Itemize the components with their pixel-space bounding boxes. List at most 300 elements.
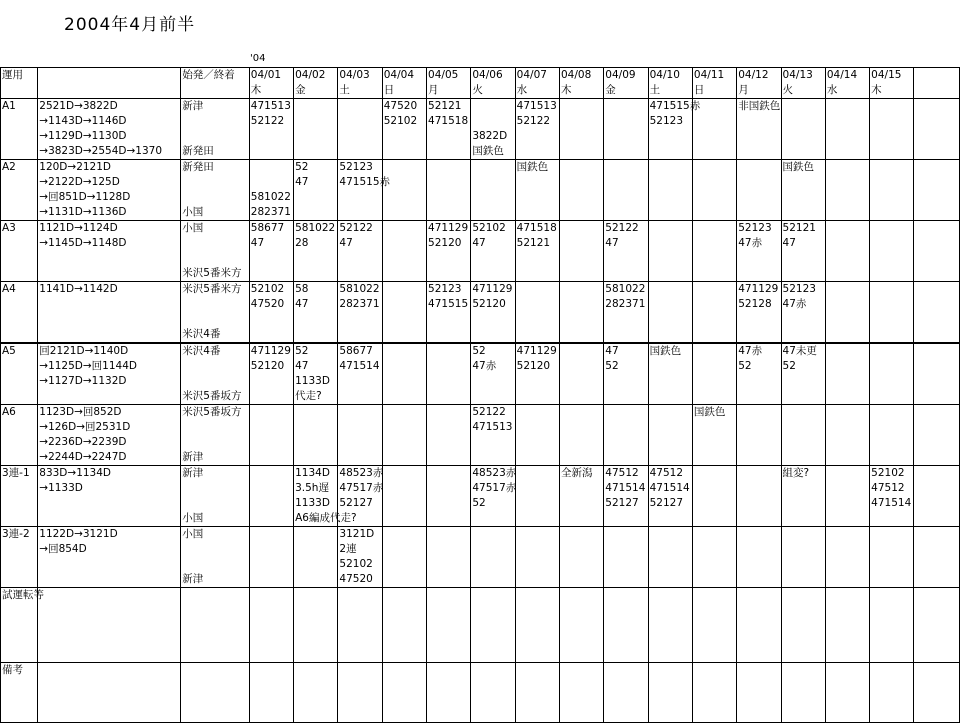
schedule-cell [559,99,603,160]
schedule-cell [471,343,515,405]
extra-cell [914,282,960,344]
schedule-cell [648,466,692,527]
schedule-cell [471,466,515,527]
schedule-cell [427,405,471,466]
schedule-table [0,67,960,723]
cell-line: 47赤 [738,237,763,249]
schedule-cell [781,663,825,723]
schedule-cell [471,588,515,663]
schedule-cell [781,466,825,527]
schedule-cell [382,160,426,221]
schedule-cell [294,527,338,588]
route-cell [38,588,181,663]
schedule-cell [338,221,382,282]
schedule-cell [471,99,515,160]
header-date [294,68,338,99]
cell-line: 52 [605,360,619,372]
origin-cell [181,466,250,527]
schedule-cell [427,99,471,160]
schedule-cell [781,343,825,405]
cell-line: 52127 [605,497,639,509]
cell-line: 471514 [339,360,380,372]
origin-line: 新津 [182,573,204,585]
route-line: →2122D→125D [39,176,120,188]
route-cell [38,160,181,221]
weekday-label: 水 [516,84,528,96]
schedule-cell [382,466,426,527]
schedule-cell [692,282,736,344]
origin-line: 小国 [182,512,204,524]
unyo-id: A5 [1,343,38,405]
route-line: →回854D [39,543,87,555]
header-date [825,68,869,99]
route-cell [38,99,181,160]
cell-line: 1133D [295,375,330,387]
cell-line: 47 [605,345,619,357]
cell-line: 471515 [428,298,469,310]
cell-line: 58677 [339,345,373,357]
origin-line [182,312,249,327]
weekday-label: 木 [250,84,262,96]
cell-line: 581022 [250,191,291,203]
date-label: 04/01 [250,69,282,81]
origin-cell [181,343,250,405]
route-line: →1127D→1132D [39,375,127,387]
schedule-cell [427,282,471,344]
schedule-cell [294,588,338,663]
schedule-cell [692,466,736,527]
date-label: 04/09 [605,69,636,81]
schedule-cell [382,663,426,723]
cell-line: 52102 [339,558,373,570]
cell-line: 47赤 [782,298,807,310]
origin-line: 米沢5番坂方 [182,390,242,402]
origin-line [182,251,249,266]
schedule-cell [737,588,781,663]
cell-line: 47 [339,237,353,249]
weekday-label: 水 [826,84,838,96]
table-row [1,527,960,588]
schedule-cell [648,663,692,723]
cell-line: 47赤 [738,345,763,357]
cell-line: 47520 [250,298,285,310]
origin-cell [181,99,250,160]
cell-line: 52123 [738,222,772,234]
date-label: 04/13 [782,69,813,81]
schedule-cell [781,405,825,466]
date-label: 04/12 [738,69,769,81]
table-row [1,466,960,527]
schedule-cell [825,405,869,466]
cell-line: 47 [250,237,265,249]
origin-cell [181,221,250,282]
origin-line: 小国 [182,222,204,234]
cell-line: 1133D [295,497,330,509]
schedule-cell [825,221,869,282]
cell-line: 47 [605,237,619,249]
weekday-label: 日 [693,84,705,96]
weekday-label: 月 [738,84,749,96]
schedule-cell [870,588,914,663]
schedule-cell [294,221,338,282]
unyo-id: 3連-2 [1,527,38,588]
route-line: 2521D→3822D [39,100,118,112]
cell-line: 国鉄色 [693,406,726,418]
schedule-cell [870,160,914,221]
route-line: 1122D→3121D [39,528,118,540]
route-cell [38,663,181,723]
cell-line [251,175,293,190]
table-row [1,343,960,405]
schedule-cell [781,99,825,160]
cell-line: 52122 [472,406,506,418]
cell-line [472,99,514,114]
route-line: →2236D→2239D [39,436,127,448]
schedule-cell [604,588,648,663]
weekday-label: 金 [295,84,306,96]
header-date [737,68,781,99]
header-date [559,68,603,99]
cell-line: 47512 [605,467,639,479]
cell-line: 47 [472,237,486,249]
schedule-cell [427,466,471,527]
origin-line: 米沢5番米方 [182,283,242,295]
table-row [1,588,960,663]
cell-line: 52102 [472,222,506,234]
schedule-cell [604,282,648,344]
date-label: 04/08 [560,69,592,81]
cell-line: 47 [295,298,309,310]
date-label: 04/14 [826,69,858,81]
schedule-cell [737,343,781,405]
schedule-cell [471,160,515,221]
header-date [515,68,559,99]
cell-line: 52 [472,497,486,509]
schedule-cell [515,663,559,723]
extra-cell [914,343,960,405]
cell-line: 52123 [782,283,816,295]
origin-line: 米沢5番坂方 [182,406,242,418]
cell-line: 47520 [383,100,418,112]
weekday-label: 木 [871,84,882,96]
cell-line: 52122 [516,115,551,127]
schedule-cell [249,282,293,344]
origin-line [182,435,249,450]
origin-line: 新発田 [182,161,214,173]
route-cell [38,527,181,588]
route-line: 1141D→1142D [39,283,118,295]
schedule-cell [737,663,781,723]
route-line: 1123D→回852D [39,406,122,418]
cell-line: 47 [295,360,309,372]
route-line [39,266,180,281]
origin-line [182,297,249,312]
route-line: →回851D→1128D [39,191,131,203]
cell-line: 471518 [516,222,557,234]
route-cell [38,221,181,282]
origin-line [182,129,249,144]
schedule-cell [427,588,471,663]
cell-line: 代走? [295,390,322,402]
cell-line: 471514 [605,482,646,494]
date-label: 04/15 [871,69,902,81]
route-line: →1129D→1130D [39,130,127,142]
schedule-cell [825,466,869,527]
schedule-cell [382,588,426,663]
schedule-cell [515,282,559,344]
cell-line: 581022 [339,283,380,295]
schedule-cell [249,405,293,466]
year-note: '04 [250,53,266,64]
schedule-cell [382,221,426,282]
route-line [39,389,180,404]
weekday-label: 日 [383,84,395,96]
schedule-cell [781,221,825,282]
header-date [604,68,648,99]
header-extra [914,68,960,99]
unyo-id: A2 [1,160,38,221]
route-cell [38,343,181,405]
date-label: 04/07 [516,69,547,81]
schedule-cell [559,405,603,466]
cell-line: 48523赤 [339,467,384,479]
schedule-cell [692,663,736,723]
cell-line: 52 [782,360,796,372]
date-label: 04/03 [339,69,370,81]
schedule-cell [338,99,382,160]
unyo-id: 備考 [1,663,38,723]
date-label: 04/06 [472,69,503,81]
unyo-id: A6 [1,405,38,466]
schedule-cell [559,588,603,663]
cell-line: 471513 [250,100,291,112]
weekday-label: 土 [339,84,350,96]
cell-line: 471129 [428,222,469,234]
schedule-cell [870,282,914,344]
cell-line: 282371 [339,298,380,310]
schedule-cell [382,527,426,588]
schedule-cell [249,663,293,723]
extra-cell [914,221,960,282]
route-line [39,297,180,312]
route-line: 1121D→1124D [39,222,118,234]
unyo-id: A3 [1,221,38,282]
origin-cell [181,588,250,663]
cell-line: 組変? [782,467,810,479]
weekday-label: 金 [605,84,616,96]
cell-line: 47 [295,176,309,188]
table-row [1,221,960,282]
schedule-cell [559,527,603,588]
origin-line: 新発田 [182,145,214,157]
schedule-cell [648,588,692,663]
schedule-cell [338,663,382,723]
header-date [249,68,293,99]
schedule-cell [382,405,426,466]
schedule-cell [604,405,648,466]
cell-line: 282371 [605,298,646,310]
schedule-cell [559,466,603,527]
cell-line: 52 [295,161,309,173]
origin-line [182,359,249,374]
route-line [39,557,180,572]
route-line: 120D→2121D [39,161,111,173]
origin-line: 米沢4番 [182,328,221,340]
cell-line: 471515赤 [339,176,391,188]
schedule-cell [294,99,338,160]
schedule-cell [604,160,648,221]
header-date [648,68,692,99]
cell-line [251,160,293,175]
schedule-cell [604,663,648,723]
cell-line: 28 [295,237,309,249]
schedule-cell [294,282,338,344]
cell-line [472,114,514,129]
header-date [338,68,382,99]
origin-line: 米沢5番米方 [182,267,242,279]
schedule-cell [604,99,648,160]
route-line [39,312,180,327]
schedule-cell [648,282,692,344]
schedule-cell [825,282,869,344]
schedule-cell [559,282,603,344]
schedule-cell [427,663,471,723]
weekday-label: 木 [560,84,572,96]
cell-line: 3822D [472,130,508,142]
schedule-cell [559,160,603,221]
schedule-cell [781,588,825,663]
cell-line: 52 [472,345,486,357]
schedule-cell [604,527,648,588]
schedule-cell [382,282,426,344]
route-line: →1131D→1136D [39,206,127,218]
date-label: 04/05 [428,69,459,81]
extra-cell [914,160,960,221]
table-row [1,160,960,221]
cell-line: A6編成代走? [295,512,357,524]
weekday-label: 土 [649,84,661,96]
cell-line: 58677 [250,222,285,234]
schedule-cell [737,282,781,344]
header-date [870,68,914,99]
unyo-id: A1 [1,99,38,160]
cell-line: 2連 [339,543,357,555]
origin-cell [181,527,250,588]
extra-cell [914,588,960,663]
schedule-cell [515,99,559,160]
header-origin: 始発／終着 [181,68,250,99]
schedule-cell [249,466,293,527]
cell-line: 471515赤 [649,100,701,112]
cell-line: 47517赤 [472,482,517,494]
schedule-cell [427,527,471,588]
schedule-cell [515,588,559,663]
cell-line: 47520 [339,573,373,585]
schedule-cell [825,663,869,723]
cell-line: 47512 [871,482,905,494]
origin-line: 小国 [182,528,204,540]
cell-line: 1134D [295,467,330,479]
schedule-cell [648,99,701,160]
cell-line: 52123 [649,115,684,127]
unyo-id: 試運転等 [1,588,38,663]
origin-line: 新津 [182,467,204,479]
cell-line: 471513 [472,421,513,433]
schedule-cell [781,282,825,344]
header-date [427,68,471,99]
origin-line [182,481,249,496]
cell-line: 52123 [428,283,462,295]
schedule-cell [471,405,515,466]
schedule-cell [604,466,648,527]
date-label: 04/11 [693,69,725,81]
schedule-cell [294,663,338,723]
origin-line [182,114,249,129]
origin-line [182,420,249,435]
schedule-cell [648,405,692,466]
schedule-cell [870,466,914,527]
cell-line: 47512 [649,467,684,479]
route-cell [38,405,181,466]
origin-line: 新津 [182,451,204,463]
cell-line: 471514 [649,482,690,494]
schedule-cell [249,99,293,160]
extra-cell [914,405,960,466]
schedule-cell [559,663,603,723]
schedule-cell [515,221,559,282]
schedule-cell [692,588,736,663]
schedule-cell [692,343,736,405]
cell-line: 52127 [339,497,373,509]
route-line: →3823D→2554D→1370 [39,145,162,157]
origin-cell [181,663,250,723]
extra-cell [914,663,960,723]
page-title: 2004年4月前半 [64,15,196,35]
cell-line: 52102 [871,467,905,479]
cell-line: 47未更 [782,345,817,357]
cell-line: 471514 [871,497,912,509]
schedule-cell [870,405,914,466]
route-line: →1133D [39,482,83,494]
route-line: →126D→回2531D [39,421,131,433]
cell-line: 58 [295,283,309,295]
weekday-label: 月 [428,84,439,96]
route-line [39,251,180,266]
schedule-cell [870,221,914,282]
table-row [1,282,960,344]
schedule-cell [471,527,515,588]
schedule-cell [294,343,338,405]
cell-line: 52 [295,345,309,357]
schedule-cell [294,405,338,466]
schedule-cell [870,343,914,405]
cell-line: 国鉄色 [649,345,682,357]
schedule-cell [471,282,515,344]
schedule-cell [825,588,869,663]
route-line: →1143D→1146D [39,115,127,127]
table-row [1,405,960,466]
origin-cell [181,405,250,466]
cell-line: 471129 [472,283,513,295]
cell-line: 国鉄色 [516,161,549,173]
unyo-id: 3連-1 [1,466,38,527]
schedule-cell [427,343,471,405]
origin-line [182,557,249,572]
route-line [39,511,180,526]
header-date [471,68,515,99]
origin-line: 小国 [182,206,204,218]
header-route [38,68,181,99]
